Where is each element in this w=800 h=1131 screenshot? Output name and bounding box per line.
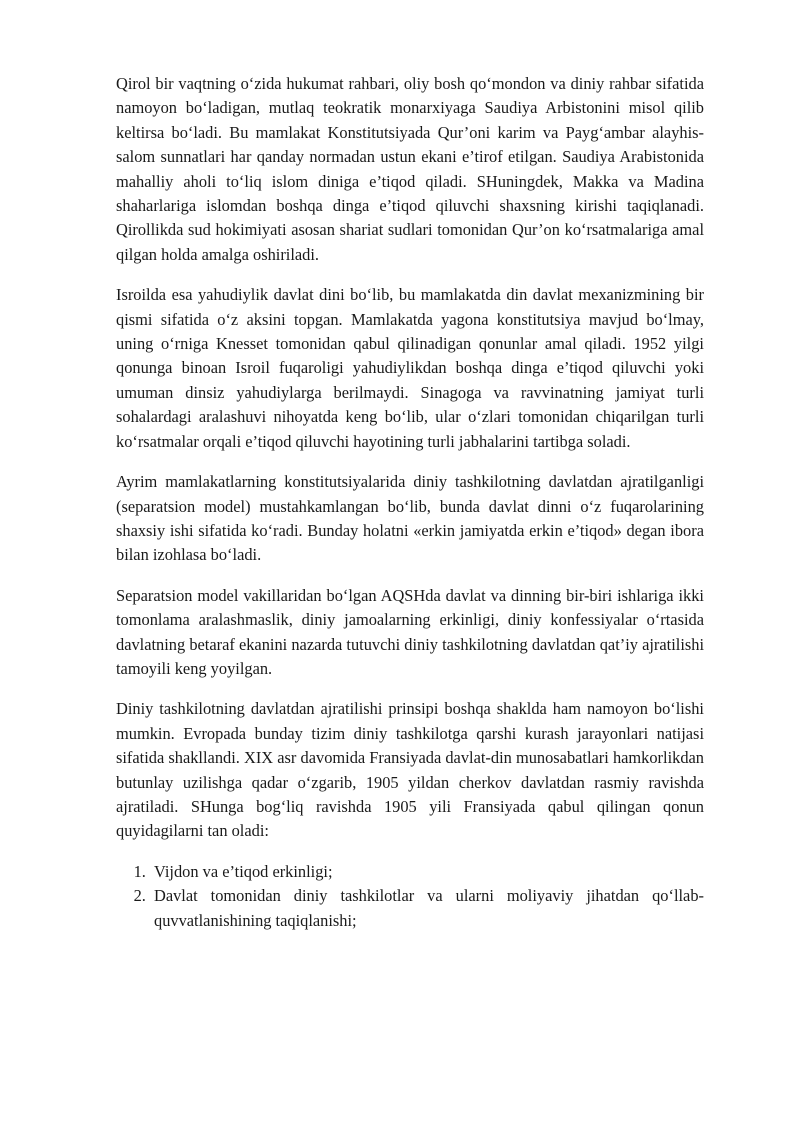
list-item: 1. Vijdon va e’tiqod erkinligi;	[150, 860, 704, 884]
paragraph-separation-model: Ayrim mamlakatlarning konstitutsiyalarida diniy tashkilotning davlatdan ajratilganligi (separatsion model) mustahkamlangan bo‘lib, bunda davlat dinni o‘z fuqarolarining shaxsiy ishi sifatida ko‘radi. Bunday holatni «erkin jamiyatda erkin e’tiqod» degan ibora bilan izohlasa bo‘ladi.	[116, 472, 704, 565]
paragraph-israel: Isroilda esa yahudiylik davlat dini bo‘lib, bu mamlakatda din davlat mexanizmining bir qismi sifatida o‘z aksini topgan. Mamlakatda yagona konstitutsiya mavjud bo‘lmay, uning o‘rniga Knesset tomonidan qabul qilinadigan qonunlar amal qiladi. 1952 yilgi qonunga binoan Isroil fuqaroligi yahudiylikdan boshqa dinga e’tiqod qiluvchi yoki umuman dinsiz yahudiylarga berilmaydi. Sinagoga va ravvinatning jamiyat turli sohalardagi aralashuvi nihoyatda keng bo‘lib, ular o‘zlari tomonidan chiqarilgan turli ko‘rsatmalar orqali e’tiqod qiluvchi hayotining turli jabhalarini tartibga soladi.	[116, 285, 704, 451]
paragraph-france: Diniy tashkilotning davlatdan ajratilishi prinsipi boshqa shaklda ham namoyon bo‘lishi mumkin. Evropada bunday tizim diniy tashkilotga qarshi kurash jarayonlari natijasi sifatida shakllandi. XIX asr davomida Fransiyada davlat-din munosabatlari hamkorlikdan butunlay uzilishga qadar o‘zgarib, 1905 yildan cherkov davlatdan rasmiy ravishda ajratiladi. SHunga bog‘liq ravishda 1905 yili Fransiyada qabul qilingan qonun quyidagilarni tan oladi:	[116, 699, 704, 841]
document-page	[116, 72, 704, 933]
paragraph-usa: Separatsion model vakillaridan bo‘lgan AQSHda davlat va dinning bir-biri ishlariga ikki tomonlama aralashmaslik, diniy jamoalarning erkinligi, diniy konfessiyalar o‘rtasida davlatning betaraf ekanini nazarda tutuvchi diniy tashkilotning davlatdan qat’iy ajratilishi tamoyili keng yoyilgan.	[116, 585, 704, 678]
paragraph-saudi-arabia: Qirol bir vaqtning o‘zida hukumat rahbari, oliy bosh qo‘mondon va diniy rahbar sifatida namoyon bo‘ladigan, mutlaq teokratik monarxiyaga Saudiya Arbistonini misol qilib keltirsa bo‘ladi. Bu mamlakat Konstitutsiyada Qur’oni karim va Payg‘ambar alayhis-salom sunnatlari har qanday normadan ustun ekani e’tirof etilgan. Saudiya Arabistonida mahalliy aholi to‘liq islom diniga e’tiqod qiladi. SHuningdek, Makka va Madina shaharlariga islomdan boshqa dinga e’tiqod qiluvchi shaxsning kirishi taqiqlanadi. Qirollikda sud hokimiyati asosan shariat sudlari tomonidan Qur’on ko‘rsatmalariga amal qilgan holda amalga oshiriladi.	[116, 74, 704, 264]
law-provisions-list	[116, 860, 704, 933]
list-item: 2. Davlat tomonidan diniy tashkilotlar va ularni moliyaviy jihatdan qo‘llab-quvvatlanishining taqiqlanishi;	[150, 884, 704, 933]
